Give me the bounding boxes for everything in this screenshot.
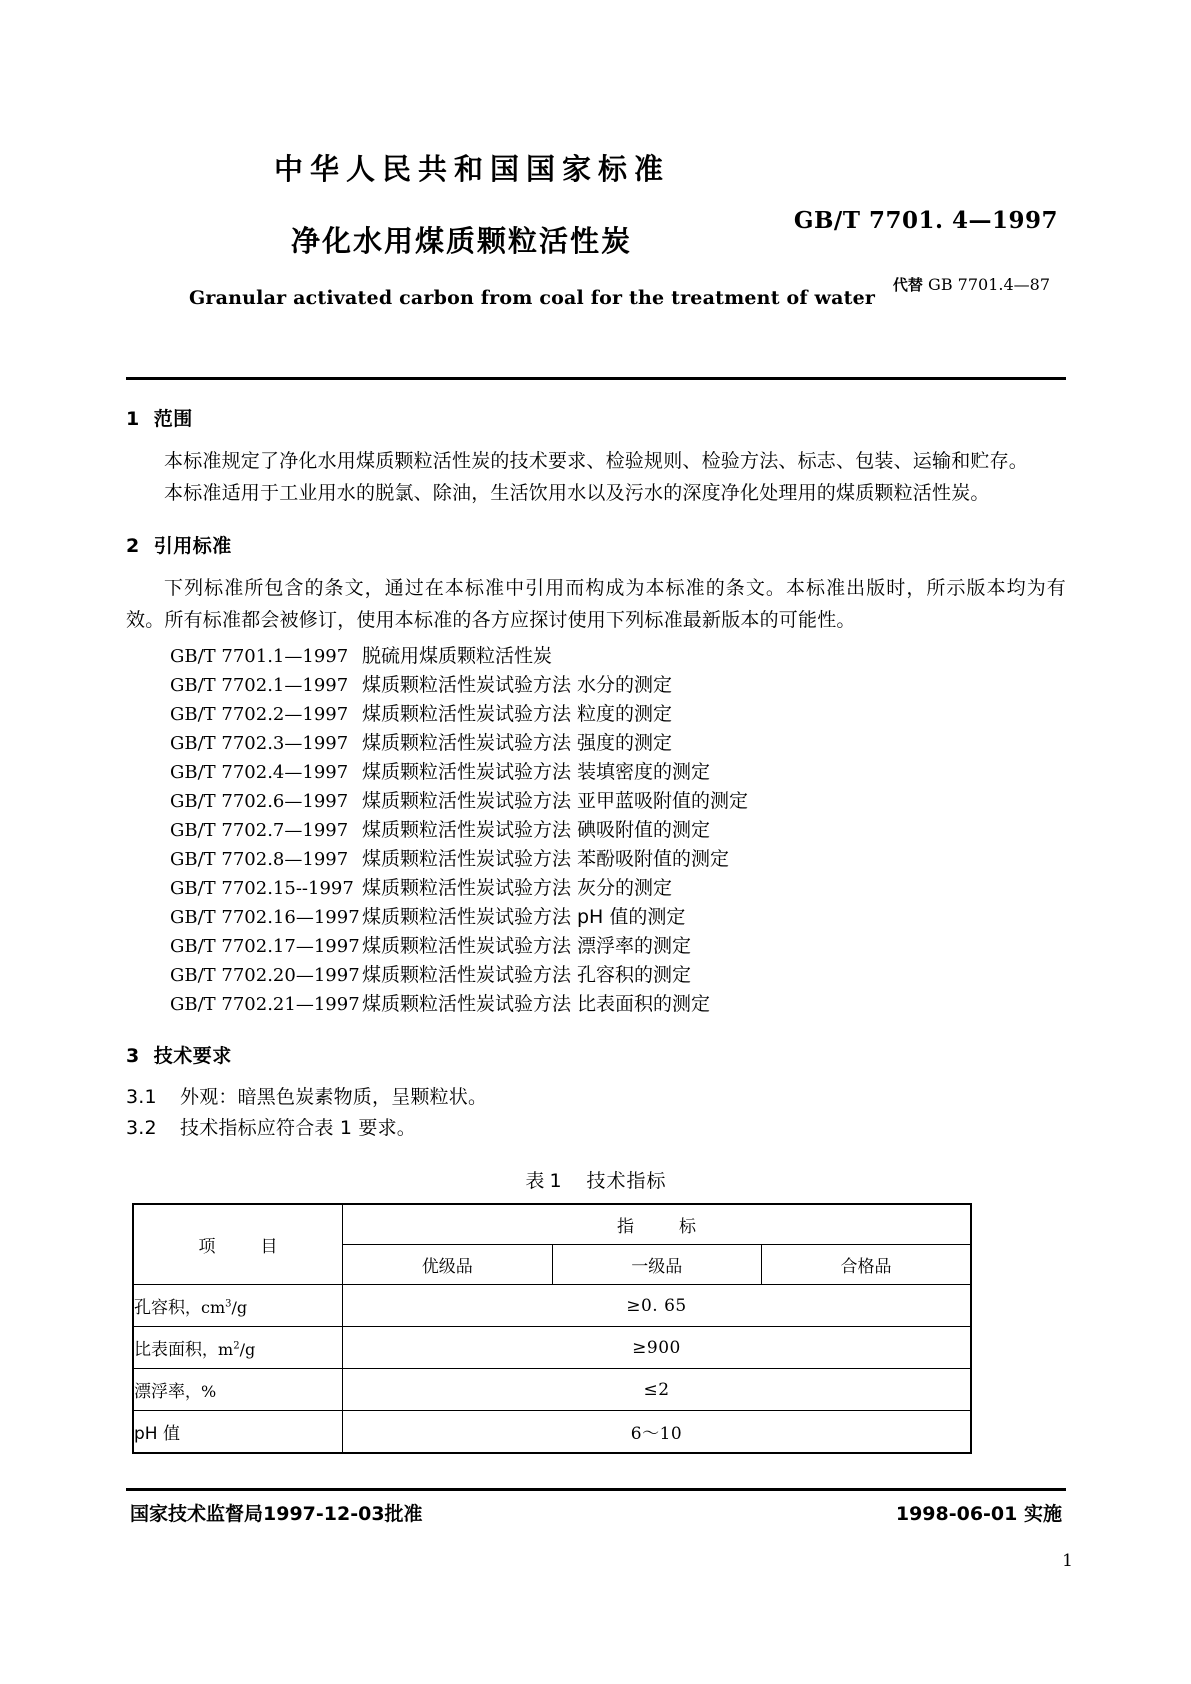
table-caption-title: 技术指标 xyxy=(586,1170,667,1192)
header-divider-rule xyxy=(126,377,1066,380)
reference-code: GB/T 7702.20—1997 xyxy=(170,965,360,986)
reference-subject: pH 值的测定 xyxy=(577,906,686,928)
scope-paragraph-2: 本标准适用于工业用水的脱氯、除油，生活饮用水以及污水的深度净化处理用的煤质颗粒活性炭。 xyxy=(164,482,990,504)
unit-prefix: ，cm xyxy=(185,1298,226,1317)
list-item xyxy=(126,700,1066,729)
list-item xyxy=(126,845,1066,874)
issuing-authority-title: 中华人民共和国国家标准 xyxy=(274,152,671,186)
reference-code: GB/T 7702.1—1997 xyxy=(170,675,349,696)
standard-number: GB/T 7701. 4—1997 xyxy=(793,207,1058,234)
row-value-ph-value: 6～10 xyxy=(343,1411,972,1454)
approval-statement: 国家技术监督局1997-12-03批准 xyxy=(130,1503,423,1525)
reference-code: GB/T 7702.3—1997 xyxy=(170,733,349,754)
reference-subject: 碘吸附值的测定 xyxy=(577,819,711,841)
reference-subject: 水分的测定 xyxy=(577,674,673,696)
column-header-grade-first: 一级品 xyxy=(552,1245,762,1285)
reference-method: 煤质颗粒活性炭试验方法 xyxy=(362,732,572,754)
list-item xyxy=(126,961,1066,990)
scope-paragraph-1: 本标准规定了净化水用煤质颗粒活性炭的技术要求、检验规则、检验方法、标志、包装、运输和贮存。 xyxy=(164,450,1029,472)
reference-subject: 灰分的测定 xyxy=(577,877,673,899)
reference-method: 煤质颗粒活性炭试验方法 xyxy=(362,790,572,812)
reference-subject: 亚甲蓝吸附值的测定 xyxy=(577,790,749,812)
list-item xyxy=(126,642,1066,671)
list-item xyxy=(126,729,1066,758)
reference-code: GB/T 7702.8—1997 xyxy=(170,849,349,870)
document-footer xyxy=(126,1499,1066,1526)
section-title-2: 引用标准 xyxy=(153,535,232,557)
reference-method: 煤质颗粒活性炭试验方法 xyxy=(362,674,572,696)
reference-code: GB/T 7702.16—1997 xyxy=(170,907,360,928)
list-item xyxy=(126,990,1066,1019)
table-caption-label: 表 xyxy=(525,1170,546,1192)
reference-code: GB/T 7702.4—1997 xyxy=(170,762,349,783)
clause-text: 外观：暗黑色炭素物质，呈颗粒状。 xyxy=(180,1086,488,1108)
page-number: 1 xyxy=(1062,1551,1073,1571)
section-title-3: 技术要求 xyxy=(153,1045,232,1067)
list-item xyxy=(126,671,1066,700)
document-masthead xyxy=(126,152,1066,309)
row-item-pore-volume xyxy=(133,1285,343,1327)
list-item xyxy=(126,903,1066,932)
reference-method: 煤质颗粒活性炭试验方法 xyxy=(362,964,572,986)
clause-number: 3.1 xyxy=(126,1086,157,1108)
replaces-note xyxy=(893,274,1050,295)
reference-subject: 漂浮率的测定 xyxy=(577,935,692,957)
table-row xyxy=(133,1369,971,1411)
clause-3-1 xyxy=(126,1082,1066,1113)
row-item-ph-value: pH 值 xyxy=(133,1411,343,1454)
section-number-3: 3 xyxy=(126,1045,140,1067)
section-spacer xyxy=(126,509,1066,531)
row-item-float-rate xyxy=(133,1369,343,1411)
reference-method: 煤质颗粒活性炭试验方法 xyxy=(362,819,572,841)
table-body xyxy=(133,1285,971,1454)
unit-suffix: /g xyxy=(231,1298,248,1317)
item-unit xyxy=(202,1340,255,1359)
referenced-standards-list xyxy=(126,642,1066,1019)
item-name: 比表面积 xyxy=(134,1340,202,1360)
reference-subject: 装填密度的测定 xyxy=(577,761,711,783)
column-header-index: 指 标 xyxy=(343,1204,972,1245)
row-value-float-rate: ≤2 xyxy=(343,1369,972,1411)
reference-code: GB/T 7702.2—1997 xyxy=(170,704,349,725)
unit-suffix: /g xyxy=(239,1340,256,1359)
list-item xyxy=(126,816,1066,845)
replaces-label: 代替 xyxy=(892,276,923,294)
section-heading-references xyxy=(126,531,1066,558)
item-name: 孔容积 xyxy=(134,1298,185,1318)
unit-prefix: ，m xyxy=(202,1340,234,1359)
clause-text: 技术指标应符合表 1 要求。 xyxy=(180,1117,416,1139)
reference-subject: 比表面积的测定 xyxy=(577,993,711,1015)
reference-method: 煤质颗粒活性炭试验方法 xyxy=(362,703,572,725)
replaces-code: GB 7701.4—87 xyxy=(928,275,1050,294)
reference-subject: 强度的测定 xyxy=(577,732,673,754)
reference-method: 煤质颗粒活性炭试验方法 xyxy=(362,877,572,899)
reference-method: 煤质颗粒活性炭试验方法 xyxy=(362,761,572,783)
reference-code: GB/T 7702.6—1997 xyxy=(170,791,349,812)
table-header-row-top xyxy=(133,1204,971,1245)
technical-indicators-table xyxy=(132,1203,972,1454)
table-caption-number: 1 xyxy=(549,1170,563,1192)
reference-method: 煤质颗粒活性炭试验方法 xyxy=(362,848,572,870)
table-row xyxy=(133,1285,971,1327)
implementation-statement: 1998-06-01 实施 xyxy=(895,1503,1062,1525)
list-item xyxy=(126,758,1066,787)
column-header-item: 项 目 xyxy=(133,1204,343,1285)
footer-divider-rule xyxy=(126,1488,1066,1491)
clause-3-2 xyxy=(126,1113,1066,1144)
reference-subject: 孔容积的测定 xyxy=(577,964,692,986)
reference-method: 煤质颗粒活性炭试验方法 xyxy=(362,993,572,1015)
unit-superscript: 2 xyxy=(233,1340,240,1352)
column-header-grade-qualified: 合格品 xyxy=(762,1245,972,1285)
unit-superscript: 3 xyxy=(225,1298,232,1310)
reference-code: GB/T 7702.7—1997 xyxy=(170,820,349,841)
column-header-grade-premium: 优级品 xyxy=(343,1245,553,1285)
reference-code: GB/T 7702.21—1997 xyxy=(170,994,360,1015)
references-intro-paragraph: 下列标准所包含的条文，通过在本标准中引用而构成为本标准的条文。本标准出版时，所示版本均为有效。所有标准都会被修订，使用本标准的各方应探讨使用下列标准最新版本的可能性。 xyxy=(126,577,1066,631)
item-name: 漂浮率 xyxy=(134,1382,185,1402)
section-number-1: 1 xyxy=(126,408,140,430)
reference-method: 脱硫用煤质颗粒活性炭 xyxy=(362,645,553,667)
document-body xyxy=(126,404,1066,1454)
row-value-pore-volume: ≥0. 65 xyxy=(343,1285,972,1327)
list-item xyxy=(126,874,1066,903)
item-unit xyxy=(185,1298,247,1317)
section-number-2: 2 xyxy=(126,535,140,557)
table-row xyxy=(133,1327,971,1369)
list-item xyxy=(126,932,1066,961)
unit-prefix: ，% xyxy=(185,1382,217,1401)
reference-subject: 苯酚吸附值的测定 xyxy=(577,848,730,870)
section-title-1: 范围 xyxy=(153,408,193,430)
row-item-specific-surface-area xyxy=(133,1327,343,1369)
row-value-specific-surface-area: ≥900 xyxy=(343,1327,972,1369)
document-title: 净化水用煤质颗粒活性炭 xyxy=(291,223,633,258)
reference-code: GB/T 7702.17—1997 xyxy=(170,936,360,957)
reference-code: GB/T 7701.1—1997 xyxy=(170,646,349,667)
section-spacer xyxy=(126,1019,1066,1041)
section-heading-requirements xyxy=(126,1041,1066,1068)
clause-number: 3.2 xyxy=(126,1117,157,1139)
reference-method: 煤质颗粒活性炭试验方法 xyxy=(362,935,572,957)
reference-code: GB/T 7702.15--1997 xyxy=(170,878,354,899)
table-head xyxy=(133,1204,971,1285)
document-title-english: Granular activated carbon from coal for the treatment of water xyxy=(189,286,876,309)
item-unit xyxy=(185,1382,216,1401)
reference-method: 煤质颗粒活性炭试验方法 xyxy=(362,906,572,928)
table-row xyxy=(133,1411,971,1454)
table-caption xyxy=(126,1166,1066,1193)
section-heading-scope xyxy=(126,404,1066,431)
reference-subject: 粒度的测定 xyxy=(577,703,673,725)
list-item xyxy=(126,787,1066,816)
